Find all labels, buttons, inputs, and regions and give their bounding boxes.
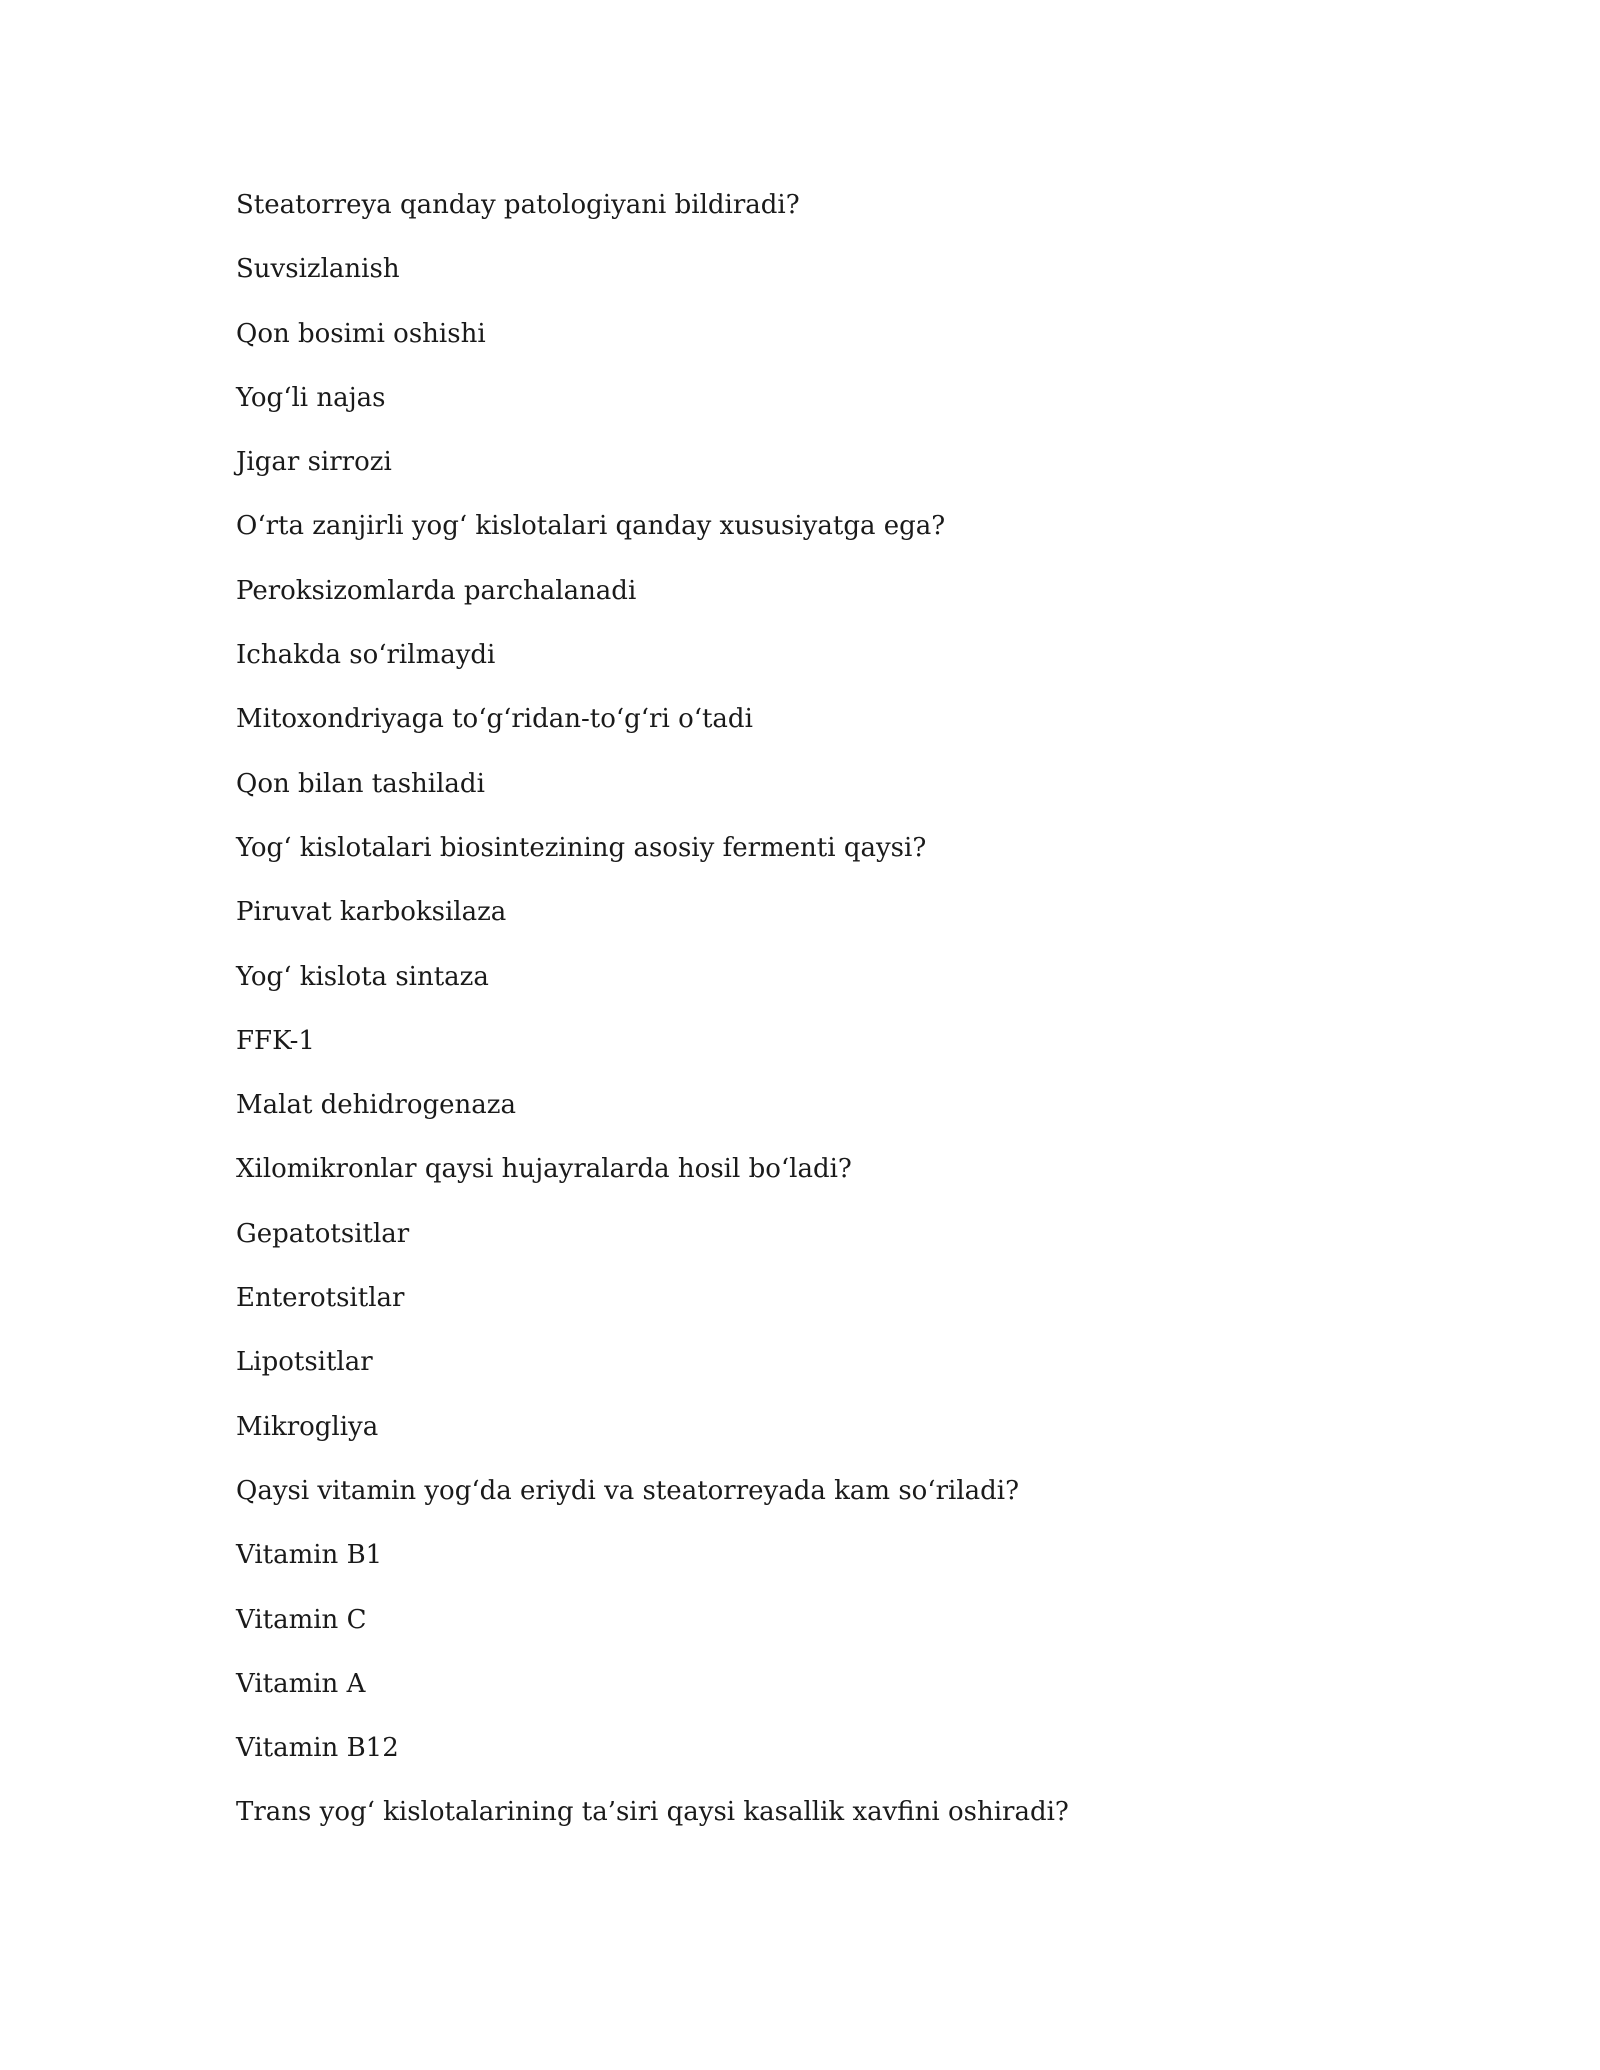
answer-option: Yog‘ kislota sintaza xyxy=(236,961,489,992)
answer-option: Enterotsitlar xyxy=(236,1283,405,1314)
answer-option: Qon bosimi oshishi xyxy=(236,318,486,349)
question-line: Steatorreya qanday patologiyani bildiradi? xyxy=(236,190,800,220)
question-line: O‘rta zanjirli yog‘ kislotalari qanday xususiyatga ega? xyxy=(236,511,946,542)
answer-option: Mitoxondriyaga to‘g‘ridan-to‘g‘ri o‘tadi xyxy=(236,704,753,735)
answer-option: Lipotsitlar xyxy=(236,1347,373,1378)
text-lines xyxy=(236,184,1069,1856)
answer-option: Malat dehidrogenaza xyxy=(236,1090,516,1121)
answer-option: Piruvat karboksilaza xyxy=(236,897,507,928)
answer-option: Vitamin B12 xyxy=(236,1733,399,1764)
question-line: Qaysi vitamin yog‘da eriydi va steatorreyada kam so‘riladi? xyxy=(236,1475,1020,1506)
question-line: Trans yog‘ kislotalarining ta’siri qaysi kasallik xavfini oshiradi? xyxy=(236,1797,1069,1828)
answer-option: Ichakda so‘rilmaydi xyxy=(236,640,496,671)
answer-option: Peroksizomlarda parchalanadi xyxy=(236,575,637,606)
answer-option: Gepatotsitlar xyxy=(236,1218,410,1249)
answer-option: Jigar sirrozi xyxy=(236,447,392,478)
question-line: Xilomikronlar qaysi hujayralarda hosil bo‘ladi? xyxy=(236,1154,852,1185)
answer-option: Yog‘li najas xyxy=(236,382,386,413)
answer-option: Vitamin C xyxy=(236,1604,367,1635)
answer-option: Vitamin A xyxy=(236,1668,366,1699)
answer-option: Vitamin B1 xyxy=(236,1540,383,1571)
answer-option: Qon bilan tashiladi xyxy=(236,768,485,799)
answer-option: Suvsizlanish xyxy=(236,254,400,285)
answer-option: Mikrogliya xyxy=(236,1411,379,1442)
question-line: Yog‘ kislotalari biosintezining asosiy fermenti qaysi? xyxy=(236,832,927,863)
answer-option: FFK-1 xyxy=(236,1025,315,1056)
